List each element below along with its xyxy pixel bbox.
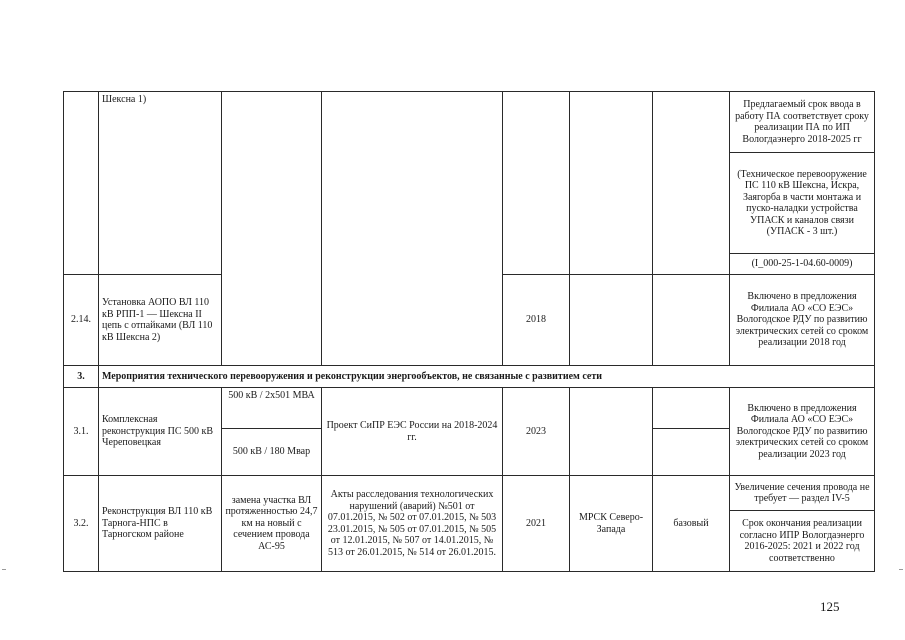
table-row [64, 388, 875, 429]
cell-param: 500 кВ / 2х501 МВА [222, 388, 322, 429]
cell-note: Включено в предложения Филиала АО «СО ЕЭС» Вологодское РДУ по развитию электрических сетей со сроком реализации 2023 год [730, 388, 875, 476]
cell-org [570, 388, 653, 476]
cell-name: Комплексная реконструкция ПС 500 кВ Череповецкая [99, 388, 222, 476]
cell-note: (I_000-25-1-04.60-0009) [730, 254, 875, 275]
section-num: 3. [64, 366, 99, 388]
cell-basis [322, 92, 503, 366]
section-title: Мероприятия технического перевооружения и реконструкции энергообъектов, не связанные с развитием сети [99, 366, 875, 388]
table-row [64, 476, 875, 511]
page-number: 125 [820, 599, 840, 614]
cell-note: Увеличение сечения провода не требует — раздел IV-5 [730, 476, 875, 511]
cell-type [653, 388, 730, 429]
cell-org [570, 275, 653, 366]
cell-note: (Техническое перевооружение ПС 110 кВ Шексна, Искра, Заягорба в части монтажа и пуско-наладки устройства УПАСК и каналов связи (УПАСК - 3 шт.) [730, 153, 875, 254]
cell-org [570, 92, 653, 275]
cell-name: Шексна 1) [99, 92, 222, 275]
cell-num [64, 92, 99, 275]
cell-org: МРСК Северо-Запада [570, 476, 653, 572]
cell-year: 2018 [503, 275, 570, 366]
cell-note: Предлагаемый срок ввода в работу ПА соответствует сроку реализации ПА по ИП Вологдаэнерго 2018-2025 гг [730, 92, 875, 153]
measures-table [63, 91, 875, 572]
cell-basis: Акты расследования технологических нарушений (аварий) №501 от 07.01.2015, № 502 от 07.01.2015, № 503 23.01.2015, № 505 от 07.01.2015, № 505 от 12.01.2015, № 507 от 14.01.2015, № 513 от 26.01.2015, № 514 от 26.01.2015. [322, 476, 503, 572]
cell-year [503, 92, 570, 275]
cell-param [222, 92, 322, 366]
cell-note: Срок окончания реализации согласно ИПР Вологдаэнерго 2016-2025: 2021 и 2022 год соответственно [730, 511, 875, 572]
cell-type [653, 92, 730, 275]
cell-year: 2021 [503, 476, 570, 572]
scan-edge-mark [2, 569, 6, 570]
cell-param: замена участка ВЛ протяженностью 24,7 км на новый с сечением провода АС-95 [222, 476, 322, 572]
cell-type [653, 429, 730, 476]
cell-type [653, 275, 730, 366]
cell-num: 3.2. [64, 476, 99, 572]
table-row [64, 92, 875, 153]
cell-num: 2.14. [64, 275, 99, 366]
cell-name: Реконструкция ВЛ 110 кВ Тарнога-НПС в Тарногском районе [99, 476, 222, 572]
cell-note: Включено в предложения Филиала АО «СО ЕЭС» Вологодское РДУ по развитию электрических сетей со сроком реализации 2018 год [730, 275, 875, 366]
cell-basis: Проект СиПР ЕЭС России на 2018-2024 гг. [322, 388, 503, 476]
section-row [64, 366, 875, 388]
cell-name: Установка АОПО ВЛ 110 кВ РПП-1 — Шексна II цепь с отпайками (ВЛ 110 кВ Шексна 2) [99, 275, 222, 366]
cell-num: 3.1. [64, 388, 99, 476]
scan-edge-mark [899, 569, 903, 570]
cell-year: 2023 [503, 388, 570, 476]
cell-type: базовый [653, 476, 730, 572]
cell-param: 500 кВ / 180 Мвар [222, 429, 322, 476]
